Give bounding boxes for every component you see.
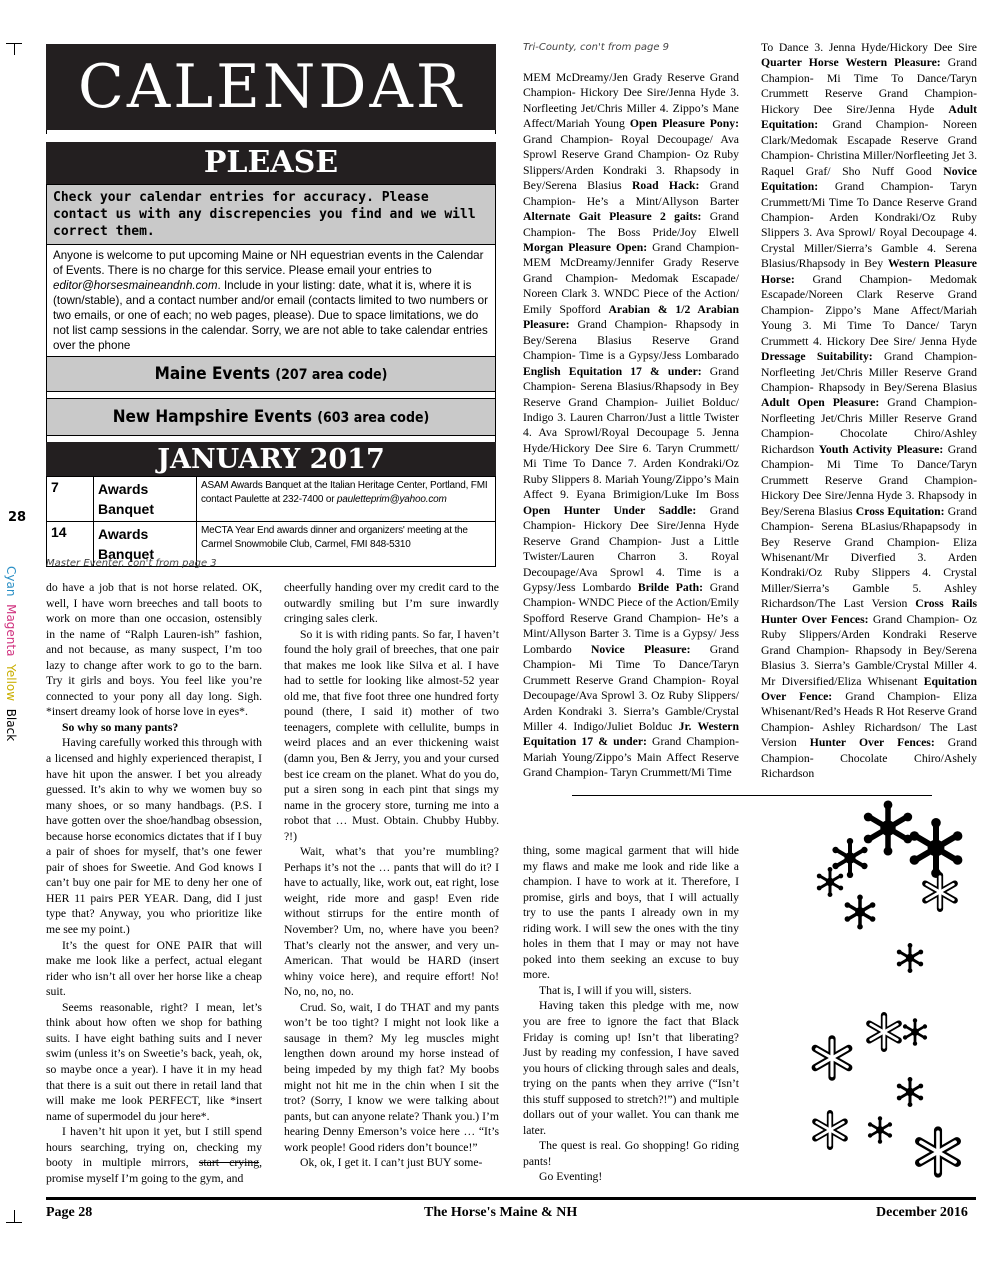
- class-results: Grand Champion- Eliza Whisenant/Red’s Heads R Hot Reserve Grand Champion- Ashley Richardson/ The Last Version: [761, 690, 977, 750]
- magenta-label: Magenta: [4, 604, 18, 657]
- class-results: Grand Champion- The Boss Pride/Joy Elwell: [523, 210, 739, 239]
- paragraph-text: I haven’t hit upon it yet, but I still spend hours searching, trying on, checking my booty in multiple mirrors,: [46, 1125, 262, 1170]
- class-name: Road Hack:: [631, 179, 700, 193]
- black-label: Black: [4, 708, 18, 742]
- class-results: Grand Champion- Oz Ruby Slippers/Arden Kondraki Reserve Grand Champion- Rhapsody in Bey/Serena Blasius 3. Sierra’s Gamble/Crystal Miller 4. Mr Diversified/Eliza Whisenant: [761, 612, 977, 688]
- editor-email: editor@horsesmaineandnh.com: [53, 279, 218, 292]
- class-results: Grand Champion- Mi Time To Dance/Taryn Crummett Reserve Grand Champion- Royal Decoupage/Ava Sprowl 3. Oz Ruby Slippers/ Arden Kondraki 3. Sierra’s Gamble/Crystal Miller 4. Indigo/Juliet Bolduc: [523, 642, 739, 734]
- results-text: [523, 70, 739, 781]
- class-name: Open Hunter Under Saddle:: [523, 503, 697, 517]
- table-row: [47, 477, 496, 522]
- paragraph-text: cheerfully handing over my credit card to the outwardly smiling but I’m sure inwardly cringing sales clerk.: [284, 581, 499, 626]
- class-name: Western Pleasure Horse:: [761, 257, 977, 286]
- article-column-2: [284, 580, 499, 1171]
- article-paragraph: [523, 998, 739, 1138]
- article-paragraph: [46, 720, 262, 736]
- article-paragraph: [284, 844, 499, 999]
- paragraph-text: Go Eventing!: [539, 1170, 603, 1184]
- footer-publication: The Horse's Maine & NH: [424, 1205, 578, 1220]
- class-name: Jr. Western Equitation 17 & under:: [523, 720, 739, 749]
- results-column-2: [761, 40, 977, 782]
- footer-rule: [46, 1197, 976, 1200]
- article-paragraph: [284, 1155, 499, 1171]
- paragraph-text: Having carefully worked this through with a licensed and highly experienced therapist, I have hit upon the answer. I bet you already guessed. It’s akin to why we women buy so many shoes, or so many handbags. (P.S. I have gotten over the shoe/handbag obsession, because horse economics dictates that if I buy a pair of shoes for myself, that’s one fewer pair of shoes for Sweetie. And God knows I can’t buy one pair for ME to deny her one of HER 11 pairs PER YEAR. Dang, did I just type that? Anyway, you who prioritize like me see my point.): [46, 736, 262, 937]
- event-day: 14: [47, 522, 94, 567]
- class-name: Hunter Over Fences:: [809, 736, 935, 750]
- please-heading-bar: [46, 142, 496, 184]
- class-name: Alternate Gait Pleasure 2 gaits:: [523, 210, 702, 224]
- article-paragraph: [284, 1000, 499, 1155]
- class-name: MEM McDreamy/Jen Grady Reserve Grand Champion- Hickory Dee Sire/Jenna Hyde 3. Norfleeting Jet/Chris Miller 4. Zippo’s Mane Affect/Mariah Young: [523, 71, 739, 131]
- article-paragraph: [46, 938, 262, 1000]
- calendar-section: [46, 44, 496, 567]
- article-paragraph: [46, 735, 262, 937]
- crop-mark-bottom: [0, 1210, 30, 1230]
- class-name: English Equitation 17 & under:: [523, 364, 702, 378]
- event-name: Awards Banquet: [94, 522, 197, 567]
- nh-area-code: (603 area code): [317, 410, 430, 426]
- class-name: Equitation Over Fence:: [761, 674, 977, 704]
- tri-county-continued-caption: Tri-County, con't from page 9: [523, 42, 670, 53]
- side-page-number: 28: [8, 510, 27, 525]
- class-results: Grand Champion- Serena Blasius/Rhapsody in Bey Reserve Grand Champion- Juiliet Bolduc/ Indigo 3. Lauren Charron/Just a little Twister 4. Ava Sprowl/Royal Decoupage 5. Jenna Hyde/Hickory Dee Sire 6. Taryn Crummett/ Mi Time To Dance 7. Arden Kondraki/Oz Ruby Slippers 8. Mariah Young/Zippo’s Main Affect 9. Eyana Brimigion/Luke Im Boss: [523, 364, 739, 502]
- struck-text: start crying: [198, 1156, 260, 1170]
- month-heading: JANUARY 2017: [46, 442, 496, 476]
- nh-events-header: [46, 398, 496, 436]
- paragraph-text: It’s the quest for ONE PAIR that will make me look like a perfect, actual elegant rider who isn’t all over her horse like a cheap suit.: [46, 938, 262, 999]
- color-registration-bar: [4, 566, 24, 742]
- article-column-3: [523, 843, 739, 1185]
- class-name: To Dance 3. Jenna Hyde/Hickory Dee Sire: [761, 41, 977, 54]
- event-description: MeCTA Year End awards dinner and organizers' meeting at the Carmel Snowmobile Club, Carmel, FMI 848-5310: [197, 522, 496, 567]
- check-entries-notice: Check your calendar entries for accuracy. Please contact us with any discrepencies you find and we will correct them.: [46, 184, 496, 245]
- class-name: Youth Activity Pleasure:: [818, 442, 944, 456]
- maine-area-code: (207 area code): [275, 367, 388, 383]
- class-results: Grand Champion- Norfleeting Jet/Chris Miller Reserve Grand Champion- Chocolate Chiro/Ashley Richardson: [761, 396, 977, 456]
- class-results: Grand Champion- Hickory Dee Sire/Jenna Hyde Reserve Grand Champion- Just a Little Twister/Lauren Charron 3. Royal Decoupage/Ava Sprowl 4. Time is a Gypsy/Jess Lombardo: [523, 503, 739, 594]
- info-text-2: . Include in your listing: date, what it is, where it is (town/stable), and a contact number and/or email (contacts limited to two numbers or two emails, or one of each; no web pages, please). Due to space limitations, we do not list camp sessions in the calendar. Sorry, we are not able to take calendar entries over the phone: [53, 279, 488, 352]
- event-day: 7: [47, 477, 94, 522]
- results-text: [761, 40, 977, 782]
- calendar-title: CALENDAR: [46, 44, 496, 130]
- article-paragraph: [46, 580, 262, 720]
- class-results: Grand Champion- Noreen Clark/Medomak Escapade Reserve Grand Champion- Christina Miller/Norfleeting Jet 3. Raquel Graf/ Sho Nuff Good: [761, 118, 977, 178]
- footer-date: December 2016: [876, 1205, 968, 1220]
- event-name: Awards Banquet: [94, 477, 197, 522]
- article-paragraph: [46, 1000, 262, 1124]
- class-name: Arabian & 1/2 Arabian Pleasure:: [523, 302, 739, 332]
- cyan-label: Cyan: [4, 566, 18, 597]
- class-name: Morgan Pleasure Open:: [523, 240, 648, 254]
- maine-events-header: [46, 357, 496, 392]
- class-results: Grand Champion- Chocolate Chiro/Ashely Richardson: [761, 736, 977, 781]
- class-results: Grand Champion- WNDC Piece of the Action/Emily Spofford Reserve Grand Champion- He’s a Mint/Allyson Barter 3. Time is a Gypsy/ Jess Lombardo: [523, 580, 739, 656]
- article-paragraph: [523, 843, 739, 983]
- class-results: Grand Champion- Mi Time To Dance/Taryn Crummett Reserve Grand Champion- Hickory Dee Sire/Jenna Hyde 3. Rhapsody in Bey/Serena Blasius: [761, 442, 977, 518]
- class-name: Adult Open Pleasure:: [761, 396, 880, 410]
- paragraph-text: Crud. So, wait, I do THAT and my pants won’t be too tight? I might not look like a sausage in them? My leg muscles might lengthen down around my horse instead of being impeded by my thigh fat? My boobs might not hit me in the chin when I sit the trot? (Sorry, I know we were talking about pants, but can anyone relate? Thank you.) I’m hearing Denny Emerson’s voice here … “It’s work people! Good riders don’t bounce!”: [284, 1000, 499, 1154]
- paragraph-text: Seems reasonable, right? I mean, let’s think about how often we shop for bathing suits. I have eight bathing suits and I never swim (unless it’s on Sweetie’s back, yeah, ok, so maybe once a year). I have it in my head that there is a suit out there in retail land that will make me look PERFECT, like *insert name of supermodel du jour here*.: [46, 1000, 262, 1123]
- submission-info: [46, 245, 496, 357]
- class-results: Grand Champion- Taryn Crummett/Mi Time To Dance Reserve Grand Champion- Arden Kondraki/Oz Ruby Slippers 3. Ava Sprowl/ Royal Decoupage 4. Crystal Miller/Sierra’s Gamble 4. Serena Blasius/Rhapsody in Bey: [761, 180, 977, 271]
- nh-events-label: New Hampshire Events: [112, 407, 312, 427]
- class-name: Cross Rails Hunter Over Fences:: [761, 597, 977, 626]
- class-name: Novice Pleasure:: [590, 642, 691, 656]
- class-results: Grand Champion- Mi Time To Dance/Taryn Crummett Reserve Grand Champion- Hickory Dee Sire/Jenna Hyde: [761, 56, 977, 116]
- article-paragraph: [284, 580, 499, 627]
- paragraph-text: So why so many pants?: [62, 720, 179, 734]
- class-name: Open Pleasure Pony:: [629, 117, 739, 131]
- article-column-1: [46, 580, 262, 1186]
- yellow-label: Yellow: [4, 664, 18, 702]
- maine-events-label: Maine Events: [154, 364, 271, 384]
- paragraph-text: So it is with riding pants. So far, I haven’t found the holy grail of breeches, that one pair that makes me look like Silva et al. I have had to settle for looking like almost-52 year old me, that five foot three one hundred forty pound (there, I said it) mother of two teenagers, complete with cellulite, bumps in weird places and an ever thickening waist (damn you, Ben & Jerry, you and your cursed best ice cream on the planet. What do you do, put a siren song in each pint that sings my name in the grocery store, turning me into a robot that … Must. Obtain. Chubby Hubby. ?!): [284, 627, 499, 843]
- footer-page: Page 28: [46, 1205, 93, 1220]
- class-name: Quarter Horse Western Pleasure:: [761, 56, 941, 70]
- class-results: Grand Champion- Medomak Escapade/Noreen Clark Reserve Grand Champion- Zippo’s Mane Affect/Mariah Young 3. Mi Time To Dance/ Taryn Crummett 4. Hickory Dee Sire/ Jenna Hyde: [761, 272, 977, 348]
- class-results: Grand Champion- MEM McDreamy/Jennifer Grady Reserve Grand Champion- Medomak Escapade/ Noreen Clark 3. WNDC Piece of the Action/ Emily Spofford: [523, 240, 739, 316]
- event-description: [197, 477, 496, 522]
- event-desc-text: ASAM Awards Banquet at the Italian Heritage Center, Portland, FMI contact Paulette at 232-7400 or: [201, 480, 488, 505]
- class-results: Grand Champion- Mariah Young/Zippo’s Main Affect Reserve Grand Champion- Taryn Crummett/Mi Time: [523, 735, 740, 780]
- paragraph-text: thing, some magical garment that will hide my flaws and make me look and ride like a champion. I have to work at it. Therefore, I promise, girls and boys, that I will actually try to use the pants I already own in my riding work. I will sew the ones with the tiny holes in them that I may or may not have poked into them seeking an excuse to buy more.: [523, 844, 739, 982]
- events-table: [46, 476, 496, 567]
- class-name: Cross Equitation:: [855, 504, 945, 518]
- snowflake-cluster-icon: [790, 800, 980, 1190]
- article-paragraph: [523, 983, 739, 999]
- class-name: Brilde Path:: [637, 580, 704, 594]
- article-paragraph: [46, 1124, 262, 1186]
- paragraph-text: do have a job that is not horse related. OK, well, I have worn breeches and tall boots to work on more than one occasion, ostensibly in the name of “Ralph Lauren-ish” fashion, and not because, as many suspect, I’m too lazy to change after work to go to the barn. Try it girls and boys. You feel like you’re connected to your pony all day long. Sigh. *insert dreamy look of horse love in eyes*.: [46, 581, 262, 719]
- class-results: Grand Champion- Rhapsody in Bey/Serena Blasius Reserve Grand Champion- Time is a Gypsy/Jess Lombarado: [523, 318, 739, 363]
- article-paragraph: [523, 1169, 739, 1185]
- column-divider-rule: [572, 795, 932, 796]
- class-results: Grand Champion- Royal Decoupage/ Ava Sprowl Reserve Grand Champion- Oz Ruby Slippers/Arden Kondraki 3. Rhapsody in Bey/Serena Blasius: [523, 132, 739, 193]
- paragraph-text: That is, I will if you will, sisters.: [539, 983, 692, 997]
- article-paragraph: [284, 627, 499, 845]
- class-name: Dressage Suitability:: [761, 350, 873, 364]
- paragraph-text: Having taken this pledge with me, now you are free to ignore the fact that Black Friday is coming up! Isn’t that liberating? Just by reading my confession, I have saved you hours of clicking through sales and deals, trying on the pants when they arrive (“Isn’t this stuff supposed to stretch?!”) and multiple dollars out of your wallet. You can thank me later.: [523, 999, 739, 1137]
- crop-mark-top: [0, 34, 30, 54]
- paragraph-text: The quest is real. Go shopping! Go riding pants!: [523, 1139, 739, 1168]
- master-eventer-continued-caption: Master Eventer, con't from page 3: [46, 558, 217, 569]
- please-heading: PLEASE: [203, 145, 339, 180]
- class-name: Adult Equitation:: [761, 102, 977, 132]
- class-results: Grand Champion- Serena BLasius/Rhapapsody in Bey Reserve Grand Champion- Eliza Whisenant/Mr Diverfied 3. Arden Kondraki/Oz Ruby Slippers 4. Crystal Miller/Sierra’s Gamble 5. Ashley Richardson/The Last Version: [761, 504, 977, 611]
- article-paragraph: [523, 1138, 739, 1169]
- class-results: Grand Champion- Norfleeting Jet/Chris Miller Reserve Grand Champion- Rhapsody in Bey/Serena Blasius: [761, 350, 977, 394]
- info-text-1: Anyone is welcome to put upcoming Maine or NH equestrian events in the Calendar of Events. There is no charge for this service. Please email your entries to: [53, 249, 484, 277]
- class-results: Grand Champion- He’s a Mint/Allyson Barter: [523, 179, 739, 208]
- paragraph-text: Ok, ok, I get it. I can’t just BUY some-: [300, 1156, 483, 1170]
- paragraph-text: Wait, what’s that you’re mumbling? Perhaps it’s not the … pants that will do it? I have to actually, like, work out, eat right, lose weight, ride more and gasp! Even ride without stirrups for the entire month of November? Um, no, where have you been? That’s clearly not the answer, and very un-American. That would be HARD (insert whiny voice here), and require effort! No! No, no, no, no.: [284, 845, 499, 999]
- event-contact-email: pauletteprim@yahoo.com: [336, 494, 447, 505]
- class-name: Novice Equitation:: [761, 164, 977, 194]
- paragraph-text: , promise myself I’m going to the gym, and: [46, 1156, 262, 1185]
- results-column-1: [523, 70, 739, 781]
